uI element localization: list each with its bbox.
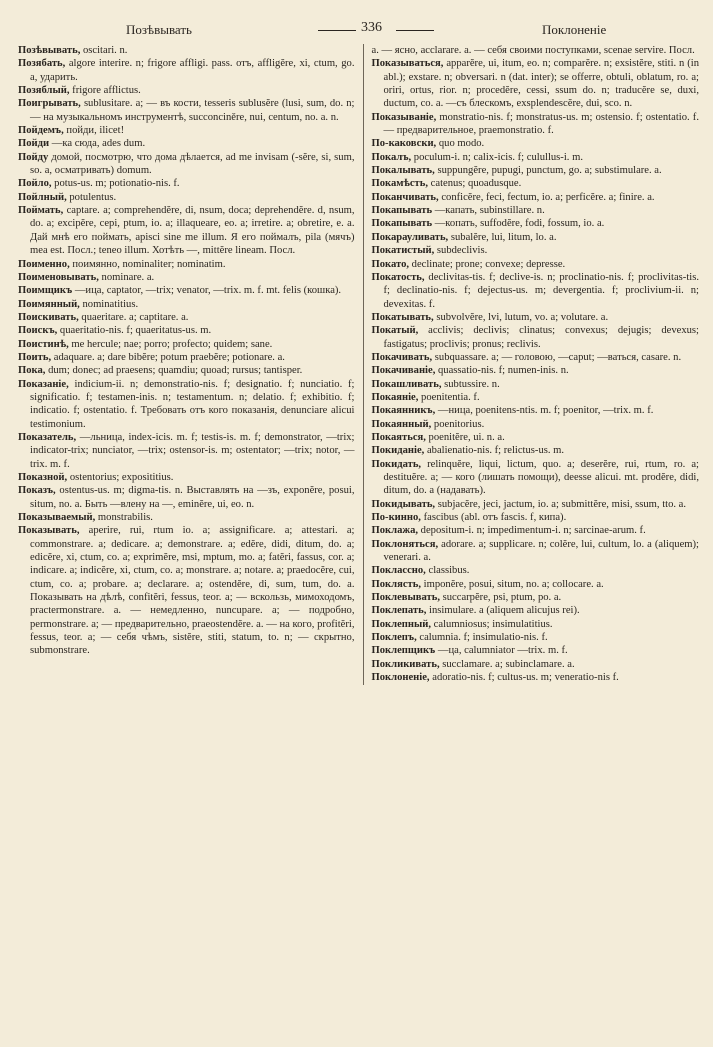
dictionary-entry [18, 351, 355, 364]
dictionary-entry [372, 658, 700, 671]
entry-definition: potus-us. m; potionatio-nis. f. [51, 178, 180, 190]
dictionary-entry [372, 511, 700, 524]
entry-definition: fascibus (abl. отъ fascis. f, кипа). [420, 512, 567, 524]
entry-headword: Поклажа, [371, 525, 419, 537]
dictionary-entry [372, 524, 700, 537]
dictionary-entry [18, 191, 355, 204]
entry-headword: Покатистый, [371, 245, 435, 257]
header-rule-right [396, 30, 434, 31]
entry-definition: calumniosus; insimulatitius. [431, 618, 553, 630]
entry-headword: Поклепъ, [371, 632, 417, 644]
dictionary-entry [372, 217, 700, 230]
entry-headword: Покаяніе, [371, 391, 419, 403]
entry-headword: Покаянный, [371, 418, 432, 430]
dictionary-entry [372, 444, 700, 457]
entry-headword: Поклоняться, [371, 538, 439, 550]
dictionary-entry [372, 111, 700, 138]
entry-headword: Поклепать, [371, 605, 427, 617]
entry-headword: Пойди [18, 138, 50, 150]
entry-definition: insimulare. a (aliquem alicujus rei). [426, 605, 580, 617]
entry-headword: Поклевывать, [371, 592, 440, 604]
dictionary-entry [372, 164, 700, 177]
entry-definition: conficĕre, feci, fectum, io. a; perficĕre. a; finire. a. [438, 191, 655, 203]
entry-headword: Пойдемъ, [18, 125, 64, 137]
dictionary-entry [372, 631, 700, 644]
dictionary-entry [372, 378, 700, 391]
dictionary-entry [18, 258, 355, 271]
columns [18, 44, 699, 685]
entry-definition: subtussire. n. [441, 378, 500, 390]
entry-headword: Поймать, [18, 205, 64, 217]
dictionary-entry [372, 151, 700, 164]
entry-headword: Покалывать, [371, 165, 435, 177]
dictionary-entry [372, 324, 700, 351]
entry-headword: Показъ, [18, 485, 56, 497]
entry-headword: Поклепщикъ [371, 645, 436, 657]
entry-headword: Поигрывать, [18, 98, 81, 110]
entry-headword: Покапывать [371, 205, 433, 217]
entry-definition: dum; donec; ad praesens; quamdiu; quoad; rursus; tantisper. [45, 365, 303, 377]
page-header [18, 14, 699, 44]
entry-definition: poenitentia. f. [418, 391, 480, 403]
dictionary-entry [372, 591, 700, 604]
entry-definition: subjacĕre, jeci, jactum, io. a; submittĕre, misi, ssum, tto. a. [435, 498, 687, 510]
entry-definition: a. — ясно, acclarare. a. — себя своими поступками, scenae servire. Посл. [371, 45, 695, 56]
entry-definition: succarpĕre, psi, ptum, po. a. [439, 592, 562, 604]
dictionary-entry [18, 298, 355, 311]
entry-headword: Пока, [18, 365, 46, 377]
dictionary-entry [372, 311, 700, 324]
entry-headword: Покапывать [371, 218, 433, 230]
entry-headword: Показываться, [371, 58, 444, 70]
header-right-guide-word: Поклоненіе [542, 22, 607, 37]
entry-headword: Покато, [371, 258, 410, 270]
dictionary-entry [18, 151, 355, 178]
entry-headword: Показаніе, [18, 378, 69, 390]
entry-headword: Покамѣсть, [371, 178, 429, 190]
dictionary-entry [18, 338, 355, 351]
entry-definition: me hercule; nae; porro; profecto; quidem; sane. [68, 338, 273, 350]
entry-definition: catenus; quoadusque. [428, 178, 522, 190]
entry-definition: captare. a; comprehendĕre, di, nsum, doca; deprehendĕre. d, nsum, do. a; excipĕre, cepi, ptum, io. a; illaqueare, eo. a; irretire. a; obretire, e. a. Дай мнѣ его поймать, apisci sine me illum. Я его поймалъ, pila (мячъ) mea est. Посл.; teneo illum. Хотѣть —, mittĕre lineam. Посл. [30, 205, 355, 257]
entry-headword: Поименно, [18, 258, 70, 270]
entry-headword: Покатывать, [371, 311, 434, 323]
page-number: 336 [361, 20, 382, 35]
entry-definition: quaeritatio-nis. f; quaeritatus-us. m. [57, 325, 212, 337]
entry-definition: sublusitare. a; — въ кости, tesseris sublusĕre (lusi, sum, do. n; — на музыкальномъ инструментѣ, succonciněre, nui, centum, no. a. n. [30, 98, 355, 123]
entry-definition: nominare. a. [98, 271, 155, 283]
dictionary-entry [18, 124, 355, 137]
entry-headword: Показывать, [18, 525, 80, 537]
dictionary-entry [372, 57, 700, 110]
dictionary-entry [18, 137, 355, 150]
entry-headword: Покачиваніе, [371, 365, 436, 377]
entry-definition: suppungĕre, pupugi, punctum, go. a; substimulare. a. [434, 165, 662, 177]
entry-headword: Позябать, [18, 58, 66, 70]
dictionary-entry [372, 231, 700, 244]
dictionary-entry [18, 431, 355, 471]
entry-headword: Показываемый, [18, 512, 96, 524]
entry-definition: monstratio-nis. f; monstratus-us. m; ostensio. f; ostentatio. f. — предварительное, praemonstratio. f. [383, 111, 699, 137]
dictionary-entry [18, 57, 355, 84]
dictionary-entry [18, 311, 355, 324]
entry-definition: monstrabilis. [95, 512, 153, 524]
entry-definition: subvolvĕre, lvi, lutum, vo. a; volutare. a. [433, 311, 609, 323]
dictionary-entry [18, 97, 355, 124]
entry-definition: adorare. a; supplicare. n; colĕre, lui, cultum, lo. a (aliquem); venerari. a. [383, 538, 699, 564]
dictionary-entry [372, 204, 700, 217]
dictionary-entry [18, 324, 355, 337]
dictionary-entry [18, 484, 355, 511]
dictionary-entry [372, 498, 700, 511]
entry-headword: Показываніе, [371, 111, 437, 123]
entry-headword: Покиданіе, [371, 445, 425, 457]
dictionary-entry [18, 524, 355, 657]
dictionary-entry [372, 244, 700, 257]
entry-headword: Пойло, [18, 178, 52, 190]
dictionary-entry [18, 44, 355, 57]
dictionary-entry [372, 391, 700, 404]
dictionary-entry [372, 271, 700, 311]
entry-definition: —ица, captator, —trix; venator, —trix. m. f. mt. felis (кошка). [72, 285, 342, 297]
dictionary-entry [372, 177, 700, 190]
entry-headword: Пойлный, [18, 191, 67, 203]
entry-headword: Показатель, [18, 431, 77, 443]
entry-definition: calumnia. f; insimulatio-nis. f. [416, 632, 548, 644]
entry-definition: adoratio-nis. f; cultus-us. m; veneratio-nis f. [429, 672, 619, 684]
dictionary-entry [372, 671, 700, 684]
entry-definition: —капать, subinstillare. n. [432, 205, 545, 217]
entry-definition: поимянно, nominaliter; nominatim. [69, 258, 226, 270]
entry-headword: Позѣвывать, [18, 45, 81, 56]
dictionary-entry [18, 177, 355, 190]
entry-definition: poculum-i. n; calix-icis. f; culullus-i. m. [411, 151, 583, 163]
entry-headword: Поклепный, [371, 618, 432, 630]
entry-definition: oscitari. n. [80, 45, 128, 56]
entry-definition: subalĕre, lui, litum, lo. a. [448, 231, 557, 243]
entry-definition: aperire, rui, rtum io. a; assignificare. a; attestari. a; commonstrare. a; dedicare. a; demonstrare. a; edĕre, didi, ditum, do. a; edicĕre, xi, ctum, co. a; exprimĕre, msi, mptum, mo. a; fatĕri, fassus, cor. a; indicare. a; indicĕre, xi, ctum, co. a; monstrare. a; notare. a; praedocĕre, cui, ctum, co. a; probare. a; declarare. a; ostendĕre, di, sum, tum, do. a. Показывать на дѣлѣ, confitĕri, fessus, teor. a; — вскользь, мимоходомъ, practermonstrare. a. — немедленно, nuncupare. a; — подробно, permonstrare. a; — предварительно, praeostendĕre. a. — на кого, profitĕri, fessus, teor. a; — себя чѣмъ, sistĕre, stiti, statum, to. n; — скрытно, submonstrare. [30, 525, 355, 657]
dictionary-entry [18, 271, 355, 284]
entry-headword: Покидать, [371, 458, 422, 470]
dictionary-entry [372, 258, 700, 271]
entry-definition: poenitĕre, ui. n. a. [425, 431, 505, 443]
entry-definition: indicium-ii. n; demonstratio-nis. f; designatio. f; nunciatio. f; significatio. f; testamen-inis. n; testamentum. n; delatio. f; exhibitio. f; indicatio. f; ostentatio. f. Требовать отъ кого показанія, denunciare alicui testimonium. [30, 378, 355, 430]
entry-definition: nominatitius. [79, 298, 139, 310]
entry-headword: Поименовывать, [18, 271, 99, 283]
dictionary-entry [372, 538, 700, 565]
dictionary-entry [372, 191, 700, 204]
entry-headword: По-кинно, [371, 512, 421, 524]
entry-headword: Поимянный, [18, 298, 80, 310]
entry-headword: Покаянникъ, [371, 405, 436, 417]
entry-definition: abalienatio-nis. f; relictus-us. m. [424, 445, 565, 457]
dictionary-entry [372, 564, 700, 577]
entry-headword: Поканчивать, [371, 191, 439, 203]
dictionary-entry [372, 44, 700, 57]
entry-definition: poenitorius. [431, 418, 485, 430]
dictionary-entry [372, 431, 700, 444]
entry-headword: Покатый, [371, 325, 419, 337]
entry-definition: —ца, calumniator —trix. m. f. [435, 645, 568, 657]
dictionary-entry [372, 578, 700, 591]
entry-headword: Покалъ, [371, 151, 412, 163]
entry-headword: Поить, [18, 351, 52, 363]
dictionary-entry [18, 284, 355, 297]
dictionary-entry [18, 378, 355, 431]
dictionary-entry [372, 458, 700, 498]
entry-headword: Поискивать, [18, 311, 79, 323]
entry-headword: Покашливать, [371, 378, 442, 390]
entry-headword: Покарауливать, [371, 231, 449, 243]
dictionary-entry [18, 364, 355, 377]
dictionary-entry [18, 471, 355, 484]
entry-headword: Поистинѣ, [18, 338, 69, 350]
left-column [18, 44, 355, 685]
dictionary-entry [372, 364, 700, 377]
entry-definition: adaquare. a; dare bibĕre; potum praebĕre; potionare. a. [51, 351, 285, 363]
entry-definition: —копать, suffodĕre, fodi, fossum, io. a. [432, 218, 605, 230]
entry-definition: пойди, ilicet! [63, 125, 125, 137]
dictionary-entry [372, 404, 700, 417]
entry-definition: acclivis; declivis; clinatus; convexus; dejugis; devexus; fastigatus; proclivis; pronus; reclivis. [383, 325, 699, 350]
dictionary-entry [372, 418, 700, 431]
entry-definition: —ница, poenitens-ntis. m. f; poenitor, —trix. m. f. [435, 405, 654, 417]
entry-definition: imponĕre, posui, situm, no. a; collocare. a. [420, 578, 604, 590]
entry-definition: —льница, index-icis. m. f; testis-is. m. f; demonstrator, —trix; indicator-trix; nunciator, —trix; ostensor-is. m; ostentator; —trix; notor, —trix. m. f. [30, 431, 355, 470]
entry-headword: Покликивать, [371, 658, 440, 670]
dictionary-entry [372, 351, 700, 364]
entry-definition: —ка сюда, ades dum. [49, 138, 146, 150]
entry-definition: succlamare. a; subinclamare. a. [439, 658, 575, 670]
entry-headword: Покидывать, [371, 498, 436, 510]
entry-definition: declinate; prone; convexe; depresse. [409, 258, 566, 270]
dictionary-entry [18, 84, 355, 97]
entry-definition: declivitas-tis. f; declive-is. n; proclinatio-nis. f; proclivitas-tis. f; declinatio-nis. f; dejectus-us. m; devergentia. f; proclivium-ii. n; devexitas. f. [383, 271, 699, 310]
entry-definition: frigore afflictus. [69, 85, 141, 97]
dictionary-entry [372, 618, 700, 631]
entry-definition: depositum-i. n; impedimentum-i. n; sarcinae-arum. f. [418, 525, 646, 537]
entry-headword: По-каковски, [371, 138, 437, 150]
entry-definition: algore interire. n; frigore affligi. pass. отъ, affligĕre, xi, ctum, go. a, удаpить. [30, 58, 355, 83]
entry-definition: relinquĕre, liqui, lictum, quo. a; deserĕre, rui, rtum, ro. a; destituĕre. a; — кого (лишать помощи), deesse alicui. mt. prodĕre, didi, ditum, do. a (надавать). [383, 458, 699, 497]
right-column [363, 44, 700, 685]
entry-definition: quo modo. [436, 138, 485, 150]
entry-definition: potulentus. [66, 191, 117, 203]
dictionary-entry [18, 511, 355, 524]
entry-headword: Пойду [18, 151, 49, 163]
dictionary-entry [372, 604, 700, 617]
entry-definition: subquassare. a; — головою, —caput; —ваться, casare. n. [432, 351, 682, 363]
entry-headword: Показной, [18, 472, 68, 483]
entry-headword: Поимщикъ [18, 285, 73, 297]
entry-headword: Поискъ, [18, 325, 58, 337]
entry-headword: Поклоненіе, [371, 672, 430, 684]
entry-definition: домой, посмотрю, что дома дѣлается, ad me invisam (-sĕre, si, sum, so. a, осматривать) domum. [30, 151, 355, 177]
header-left-guide-word: Позѣвывать [126, 22, 192, 37]
entry-definition: classibus. [425, 565, 470, 577]
entry-headword: Покачивать, [371, 351, 433, 363]
entry-definition: quassatio-nis. f; numen-inis. n. [435, 365, 569, 377]
entry-headword: Поклясть, [371, 578, 421, 590]
dictionary-entry [372, 644, 700, 657]
entry-definition: quaeritare. a; captitare. a. [78, 311, 189, 323]
entry-definition: ostentorius; exposititius. [67, 472, 174, 483]
entry-headword: Позяблый, [18, 85, 70, 97]
entry-definition: ostentus-us. m; digma-tis. n. Выставлять на —зъ, exponĕre, posui, situm, no. a. Быть —влену на —, eminĕre, ui, eo. n. [30, 485, 355, 510]
dictionary-entry [18, 204, 355, 257]
header-rule-left [318, 30, 356, 31]
entry-headword: Поклассно, [371, 565, 426, 577]
entry-headword: Покаяться, [371, 431, 426, 443]
entry-headword: Покатость, [371, 271, 425, 283]
dictionary-entry [372, 137, 700, 150]
entry-definition: subdeclivis. [434, 245, 488, 257]
entry-definition: apparĕre, ui, itum, eo. n; comparĕre. n; exsistĕre, stiti. n (in abl.); exstare. n; obversari. n (dat. inter); se offerre, obtuli, oblatum, ro. a; oriri, ortus, rior. n; procedĕre, cessi, ssum do. n; traducĕre se, duxi, ductum, co. a. —съ блескомъ, exsplendescĕre, dui, sco. n. [383, 58, 699, 110]
